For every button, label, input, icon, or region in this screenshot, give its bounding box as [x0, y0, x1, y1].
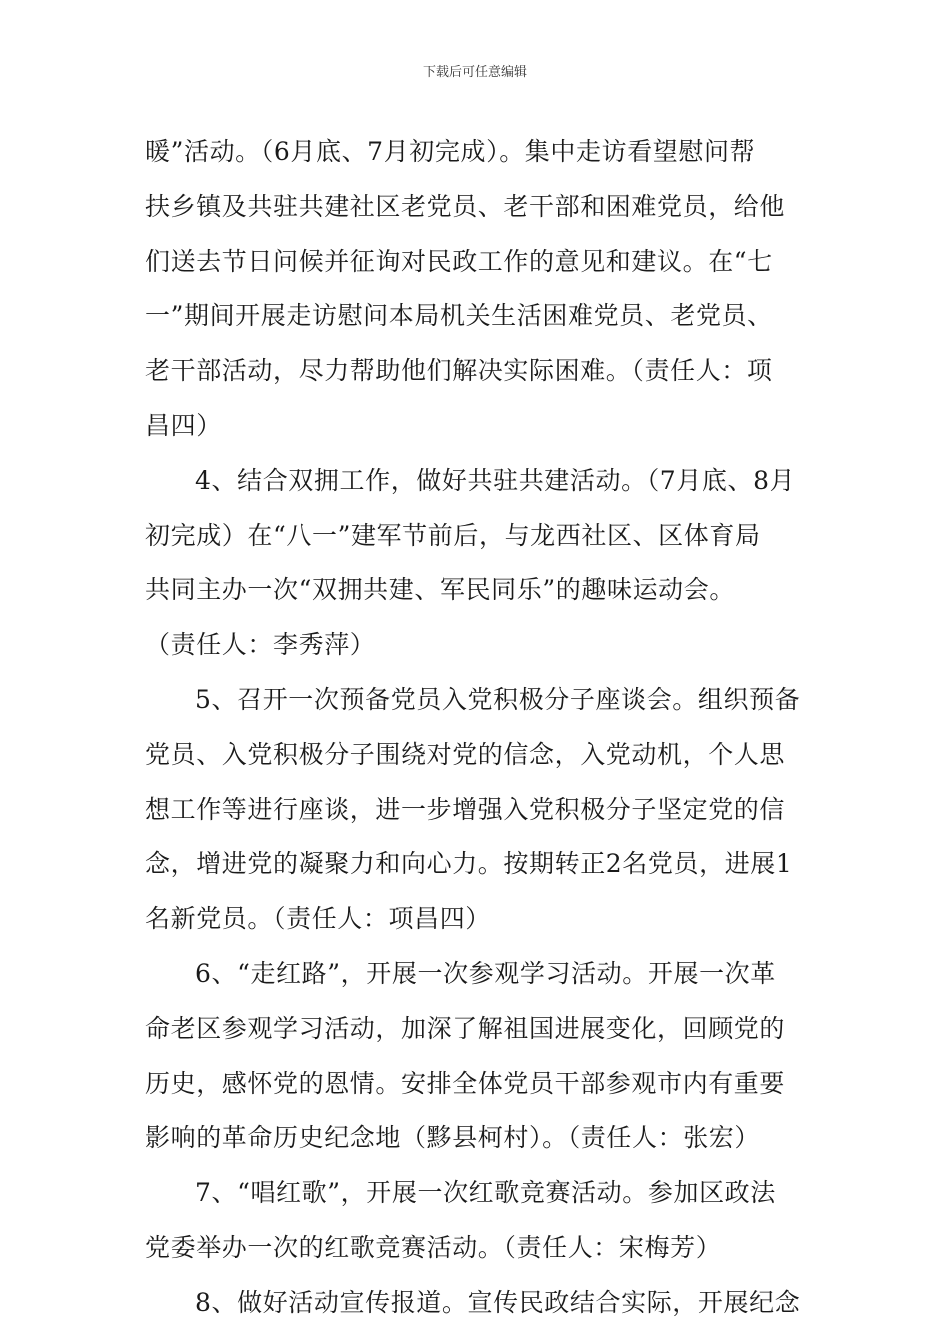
document-body: [145, 125, 807, 1331]
text-line: 影响的革命历史纪念地（黟县柯村）。（责任人：张宏）: [145, 1123, 761, 1153]
text-line: 命老区参观学习活动，加深了解祖国进展变化，回顾党的: [145, 1013, 786, 1043]
page-header: 下载后可任意编辑: [422, 65, 527, 80]
text-line: 昌四）: [145, 410, 222, 440]
paragraph-start-line: 6、“走红路”，开展一次参观学习活动。开展一次革: [195, 958, 776, 988]
text-line: 们送去节日问候并征询对民政工作的意见和建议。在“七: [145, 246, 773, 276]
text-line: 扶乡镇及共驻共建社区老党员、老干部和困难党员，给他: [145, 191, 786, 221]
text-line: 一”期间开展走访慰问本局机关生活困难党员、老党员、: [145, 301, 773, 331]
text-line: 念，增进党的凝聚力和向心力。按期转正2名党员，进展1: [145, 849, 793, 879]
paragraph-start-line: 7、“唱红歌”，开展一次红歌竞赛活动。参加区政法: [195, 1178, 776, 1208]
text-line: 党委举办一次的红歌竞赛活动。（责任人：宋梅芳）: [145, 1232, 722, 1262]
text-line: 初完成）在“八一”建军节前后，与龙西社区、区体育局: [145, 520, 761, 550]
paragraph-start-line: 4、结合双拥工作，做好共驻共建活动。（7月底、8月: [195, 465, 796, 495]
paragraph-start-line: 8、做好活动宣传报道。宣传民政结合实际，开展纪念: [195, 1287, 801, 1317]
text-line: 名新党员。（责任人：项昌四）: [145, 904, 491, 934]
text-line: （责任人：李秀萍）: [145, 630, 376, 660]
paragraph-start-line: 5、召开一次预备党员入党积极分子座谈会。组织预备: [195, 684, 801, 714]
text-line: 老干部活动，尽力帮助他们解决实际困难。（责任人：项: [145, 356, 773, 386]
text-line: 党员、入党积极分子围绕对党的信念，入党动机，个人思: [145, 739, 786, 769]
text-line: 共同主办一次“双拥共建、军民同乐”的趣味运动会。: [145, 575, 735, 605]
text-line: 想工作等进行座谈，进一步增强入党积极分子坚定党的信: [145, 794, 786, 824]
text-line: 历史，感怀党的恩情。安排全体党员干部参观市内有重要: [145, 1068, 786, 1098]
text-line: 暖”活动。（6月底、7月初完成）。集中走访看望慰问帮: [145, 137, 756, 166]
